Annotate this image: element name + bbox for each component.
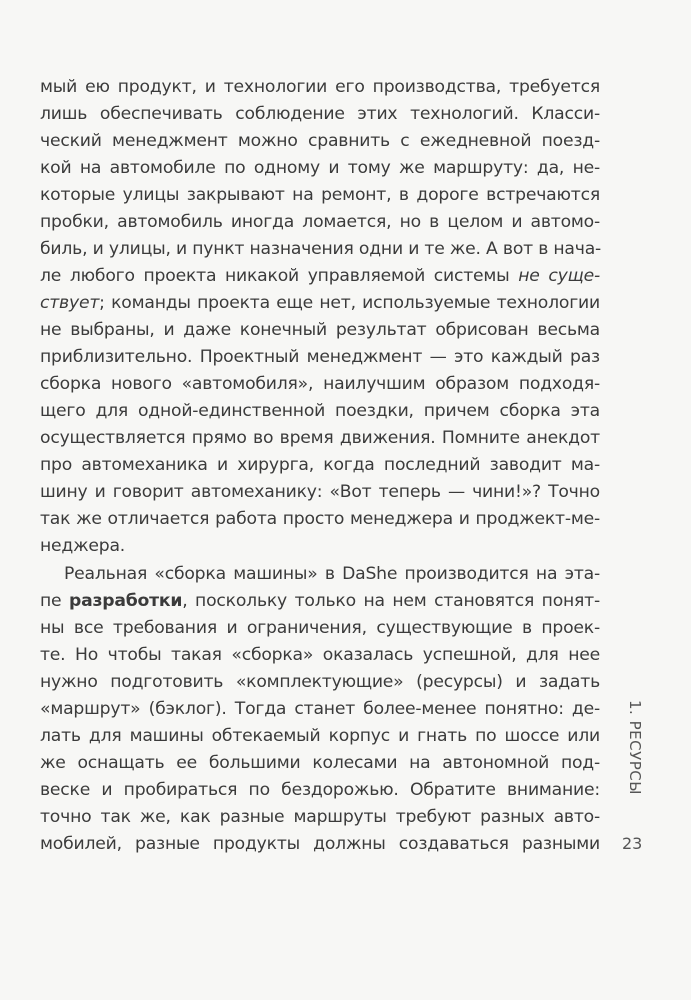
paragraph [40, 561, 600, 858]
text-line [40, 155, 600, 182]
text-span: биль, и улицы, и пункт назначения одни и те же. А вот в нача- [40, 239, 602, 259]
paragraph [40, 74, 600, 560]
text-line [40, 777, 600, 804]
text-line [40, 533, 600, 560]
text-span: ны все требования и ограничения, существующие в проек- [40, 618, 600, 638]
text-span: пе [40, 591, 69, 611]
text-span: осуществляется прямо во время движения. Помните анекдот [40, 428, 600, 448]
text-span: же оснащать ее большими колесами на автономной под- [40, 753, 600, 773]
text-span: так же отличается работа просто менеджера и проджект-ме- [40, 509, 600, 529]
text-span: щего для одной-единственной поездки, причем сборка эта [40, 401, 600, 421]
text-span: нужно подготовить «комплектующие» (ресурсы) и задать [40, 672, 600, 692]
body-text [40, 74, 600, 858]
text-span: лишь обеспечивать соблюдение этих технологий. Класси- [40, 104, 600, 124]
text-line [40, 723, 600, 750]
text-line [40, 696, 600, 723]
text-line [40, 182, 600, 209]
text-span: пробки, автомобиль иногда ломается, но в целом и автомо- [40, 212, 600, 232]
text-span: лать для машины обтекаемый корпус и гнать по шоссе или [40, 726, 600, 746]
text-line [40, 669, 600, 696]
text-line [40, 506, 600, 533]
text-span: сборка нового «автомобиля», наилучшим образом подходя- [40, 374, 600, 394]
text-span: приблизительно. Проектный менеджмент — это каждый раз [40, 347, 600, 367]
italic-text: не суще- [518, 266, 600, 286]
text-line [40, 398, 600, 425]
text-line [40, 588, 600, 615]
text-span: ; команды проекта еще нет, используемые технологии [99, 293, 600, 313]
text-line [40, 452, 600, 479]
text-span: , поскольку только на нем становятся понят- [182, 591, 600, 611]
text-span: те. Но чтобы такая «сборка» оказалась успешной, для нее [40, 645, 600, 665]
text-line [40, 371, 600, 398]
page-number: 23 [622, 834, 643, 853]
text-span: которые улицы закрывают на ремонт, в дороге встречаются [40, 185, 600, 205]
italic-text: ствует [40, 293, 100, 313]
text-span: ле любого проекта никакой управляемой системы [40, 266, 519, 286]
text-line [40, 750, 600, 777]
text-line [40, 263, 600, 290]
text-line [40, 479, 600, 506]
text-span: ческий менеджмент можно сравнить с ежедневной поезд- [40, 131, 600, 151]
text-line [40, 831, 600, 858]
bold-text: разработки [68, 591, 183, 611]
text-line [40, 236, 600, 263]
running-head [620, 700, 650, 800]
text-line [40, 561, 600, 588]
text-line [40, 615, 600, 642]
text-span: веске и пробираться по бездорожью. Обратите внимание: [40, 780, 600, 800]
text-line [40, 317, 600, 344]
text-span: мобилей, разные продукты должны создаваться разными [40, 834, 600, 854]
text-line [40, 804, 600, 831]
text-span: мый ею продукт, и технологии его производства, требуется [40, 77, 600, 97]
text-span: точно так же, как разные маршруты требуют разных авто- [40, 807, 600, 827]
text-span: неджера. [40, 536, 126, 556]
text-line [40, 101, 600, 128]
text-line [40, 425, 600, 452]
text-line [40, 209, 600, 236]
text-line [40, 290, 600, 317]
text-line [40, 74, 600, 101]
text-span: не выбраны, и даже конечный результат обрисован весьма [40, 320, 600, 340]
text-line [40, 344, 600, 371]
text-span: Реальная «сборка машины» в DaShe производится на эта- [64, 564, 600, 584]
text-span: кой на автомобиле по одному и тому же маршруту: да, не- [40, 158, 600, 178]
text-line [40, 128, 600, 155]
chapter-label: 1. РЕСУРСЫ [626, 700, 644, 795]
text-line [40, 642, 600, 669]
text-span: шину и говорит автомеханику: «Вот теперь — чини!»? Точно [40, 482, 600, 502]
text-span: про автомеханика и хирурга, когда последний заводит ма- [40, 455, 600, 475]
text-span: «маршрут» (бэклог). Тогда станет более-менее понятно: де- [40, 699, 600, 719]
